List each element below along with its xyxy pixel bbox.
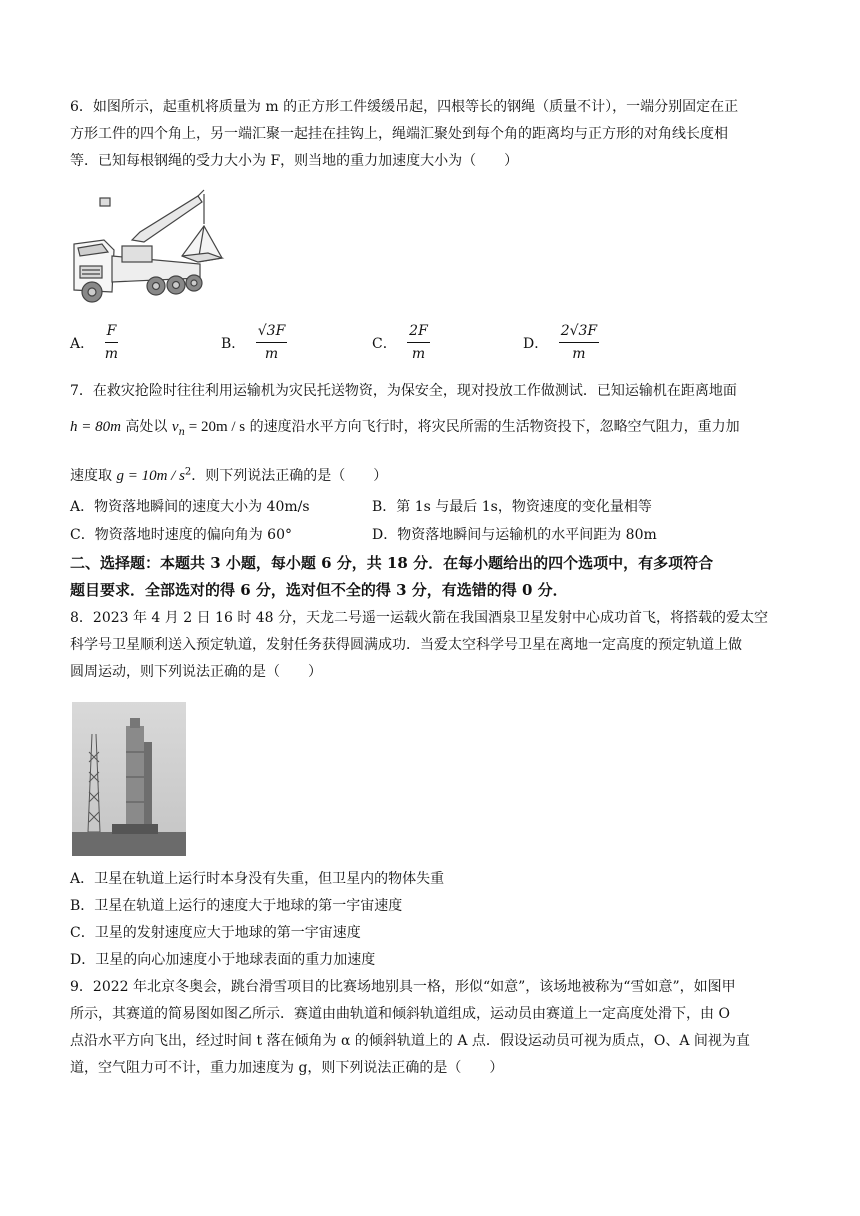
- q6-option-d-fraction: [559, 322, 599, 364]
- q6-option-b-label: B．: [221, 336, 246, 352]
- q7-option-a[interactable]: A．物资落地瞬间的速度大小为 40m/s: [70, 499, 310, 515]
- q9-line-3: 点沿水平方向飞出，经过时间 t 落在倾角为 α 的倾斜轨道上的 A 点．假设运动员可视为质点，O、A 间视为直: [70, 1033, 750, 1049]
- q7-line-3: [70, 458, 795, 490]
- q6-option-a-numerator: F: [105, 322, 119, 343]
- rocket-launch-photo: [72, 702, 186, 856]
- q6-option-d-denominator: m: [572, 346, 586, 362]
- q9-line-2: 所示，其赛道的简易图如图乙所示．赛道由曲轨道和倾斜轨道组成，运动员由赛道上一定高度处滑下，由 O: [70, 1006, 730, 1022]
- q9-line-4: 道，空气阻力可不计，重力加速度为 g，则下列说法正确的是（ ）: [70, 1060, 504, 1076]
- q7-option-b[interactable]: B．第 1s 与最后 1s，物资速度的变化量相等: [372, 499, 652, 515]
- q6-option-d-label: D．: [523, 336, 549, 352]
- section-2-line-2: 题目要求．全部选对的得 6 分，选对但不全的得 3 分，有选错的得 0 分．: [70, 581, 568, 599]
- crane-truck-figure: [70, 186, 240, 304]
- q7-gravity-expression: g = 10m / s: [116, 467, 185, 484]
- q7-line-2-end: 的速度沿水平方向飞行时，将灾民所需的生活物资投下，忽略空气阻力，重力加: [245, 419, 740, 435]
- q6-option-c-denominator: m: [411, 346, 426, 362]
- q8-line-3: 圆周运动，则下列说法正确的是（ ）: [70, 664, 322, 680]
- q6-option-a-label: A．: [70, 336, 95, 352]
- q8-option-a[interactable]: A．卫星在轨道上运行时本身没有失重，但卫星内的物体失重: [70, 871, 445, 887]
- q6-option-c[interactable]: [372, 322, 430, 364]
- q7-velocity-symbol: v: [171, 419, 179, 435]
- q7-line-3-start: 速度取: [70, 467, 117, 484]
- q6-option-c-label: C．: [372, 336, 397, 352]
- q7-line-1: 7．在救灾抢险时往往利用运输机为灾民托送物资，为保安全，现对投放工作做测试．已知运输机在距离地面: [70, 383, 737, 399]
- q8-option-d[interactable]: D．卫星的向心加速度小于地球表面的重力加速度: [70, 952, 376, 968]
- question-9-stem: [70, 974, 795, 1082]
- q8-line-1: 8．2023 年 4 月 2 日 16 时 48 分，天龙二号遥一运载火箭在我国酒泉卫星发射中心成功首飞，将搭载的爱太空: [70, 610, 769, 626]
- q8-option-b[interactable]: B．卫星在轨道上运行的速度大于地球的第一宇宙速度: [70, 898, 403, 914]
- q7-gravity-exponent: 2: [184, 466, 192, 477]
- q7-height-expression: h = 80m: [70, 419, 121, 435]
- q6-option-b-fraction: [256, 322, 288, 364]
- q7-line-3-end: ．则下列说法正确的是（ ）: [191, 467, 388, 484]
- q6-option-a[interactable]: [70, 322, 118, 364]
- question-8-stem: [70, 605, 795, 686]
- q8-option-c[interactable]: C．卫星的发射速度应大于地球的第一宇宙速度: [70, 925, 361, 941]
- q8-options: [70, 866, 795, 974]
- q6-option-b[interactable]: [221, 322, 287, 364]
- q6-option-b-denominator: m: [264, 346, 279, 362]
- q7-line-2: [70, 414, 795, 446]
- section-2-heading: [70, 550, 795, 604]
- q6-option-b-numerator: √3F: [256, 322, 288, 343]
- q6-line-1: 6．如图所示，起重机将质量为 m 的正方形工件缓缓吊起，四根等长的钢绳（质量不计），一端分别固定在正: [70, 99, 739, 115]
- q6-option-c-fraction: [407, 322, 430, 364]
- question-7-stem: [70, 378, 795, 405]
- question-6-stem: [70, 94, 795, 175]
- q7-option-d[interactable]: D．物资落地瞬间与运输机的水平间距为 80m: [372, 527, 657, 543]
- q6-option-a-denominator: m: [104, 346, 119, 362]
- q7-option-c[interactable]: C．物资落地时速度的偏向角为 60°: [70, 527, 292, 543]
- q6-option-a-fraction: [105, 322, 119, 364]
- q6-line-3: 等．已知每根钢绳的受力大小为 F，则当地的重力加速度大小为（ ）: [70, 153, 519, 169]
- q7-velocity-subscript: n: [178, 426, 185, 438]
- q6-line-2: 方形工件的四个角上，另一端汇聚一起挂在挂钩上，绳端汇聚处到每个角的距离均与正方形的对角线长度相: [70, 126, 728, 142]
- section-2-line-1: 二、选择题：本题共 3 小题，每小题 6 分，共 18 分．在每小题给出的四个选项中，有多项符合: [70, 554, 714, 572]
- q8-line-2: 科学号卫星顺利送入预定轨道，发射任务获得圆满成功．当爱太空科学号卫星在离地一定高度的预定轨道上做: [70, 637, 742, 653]
- q7-velocity-value: = 20m / s: [185, 419, 246, 435]
- q6-option-c-numerator: 2F: [407, 322, 430, 343]
- q7-line-2-mid: 高处以: [120, 419, 172, 435]
- q6-option-d-numerator: 2√3F: [559, 322, 599, 343]
- q9-line-1: 9．2022 年北京冬奥会，跳台滑雪项目的比赛场地别具一格，形似“如意”，该场地被称为“雪如意”，如图甲: [70, 979, 736, 995]
- q6-option-d[interactable]: [523, 322, 599, 364]
